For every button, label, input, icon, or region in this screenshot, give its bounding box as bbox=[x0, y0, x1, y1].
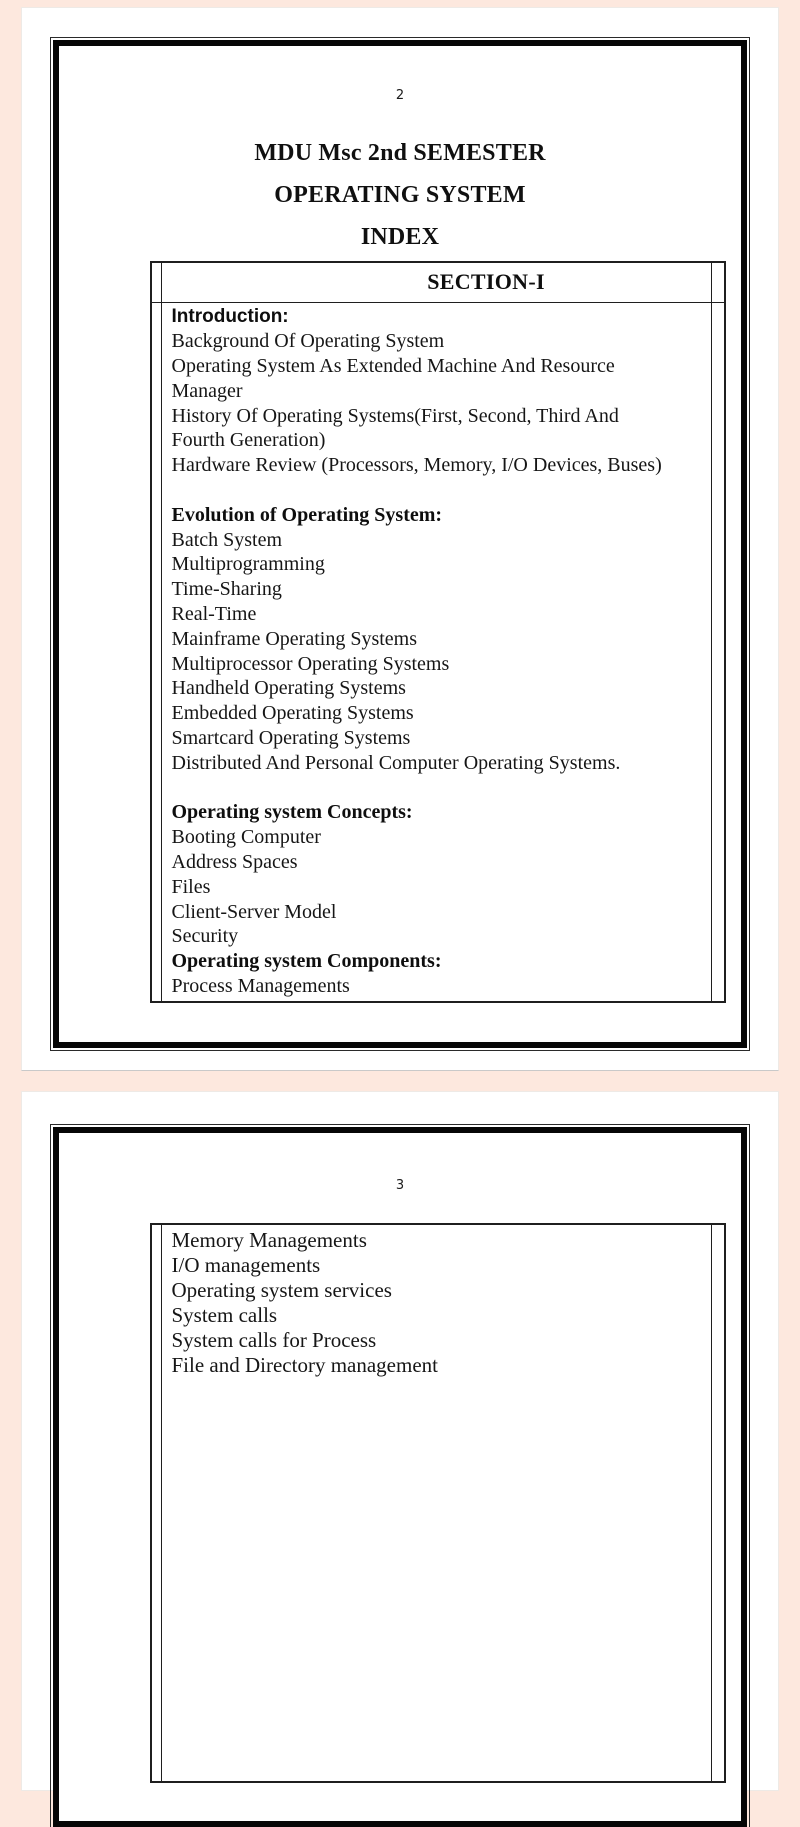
index-line: Operating system Components: bbox=[171, 950, 442, 973]
index-content bbox=[161, 1224, 711, 1782]
index-line: Evolution of Operating System: bbox=[171, 503, 443, 526]
index-line: History Of Operating Systems(First, Second, Third And bbox=[171, 404, 619, 427]
table-edge-cell bbox=[151, 302, 161, 1002]
table-edge-cell bbox=[711, 302, 725, 1002]
index-line bbox=[172, 776, 707, 801]
index-line: Client-Server Model bbox=[171, 900, 337, 923]
index-body-row bbox=[151, 302, 725, 1002]
page-number: 3 bbox=[395, 1178, 405, 1193]
index-table-section-1 bbox=[150, 261, 726, 1003]
title-block bbox=[59, 141, 741, 267]
index-line: Hardware Review (Processors, Memory, I/O Devices, Buses) bbox=[171, 454, 662, 477]
index-line: Real-Time bbox=[171, 603, 257, 626]
document-title-line: OPERATING SYSTEM bbox=[274, 182, 526, 208]
index-line: Manager bbox=[171, 379, 243, 402]
index-line: System calls bbox=[171, 1303, 278, 1327]
index-line: Fourth Generation) bbox=[171, 429, 326, 452]
section-header-row bbox=[151, 262, 725, 302]
index-line: Files bbox=[171, 875, 211, 898]
table-edge-cell bbox=[711, 1224, 725, 1782]
index-line: Embedded Operating Systems bbox=[171, 702, 414, 725]
table-edge-cell bbox=[151, 1224, 161, 1782]
index-line: Operating system Concepts: bbox=[171, 801, 413, 824]
index-line: Security bbox=[171, 925, 239, 948]
index-line: File and Directory management bbox=[171, 1353, 438, 1377]
index-line: Multiprocessor Operating Systems bbox=[171, 652, 450, 675]
index-line: System calls for Process bbox=[171, 1328, 377, 1352]
index-line: Operating system services bbox=[171, 1278, 392, 1302]
index-table-continued bbox=[150, 1223, 726, 1783]
document-title-line: MDU Msc 2nd SEMESTER bbox=[254, 140, 546, 166]
index-line: Distributed And Personal Computer Operating Systems. bbox=[171, 751, 621, 774]
index-line bbox=[172, 478, 707, 503]
document-title-line: INDEX bbox=[360, 224, 440, 250]
index-line: Booting Computer bbox=[171, 826, 321, 849]
index-line: Time-Sharing bbox=[171, 578, 282, 601]
index-line: Mainframe Operating Systems bbox=[171, 627, 417, 650]
document-page-3 bbox=[21, 1091, 779, 1791]
index-line: Handheld Operating Systems bbox=[171, 677, 406, 700]
index-line: Memory Managements bbox=[171, 1228, 367, 1252]
index-line: Address Spaces bbox=[171, 851, 298, 874]
table-edge-cell bbox=[151, 262, 161, 302]
index-line: Batch System bbox=[171, 528, 283, 551]
page-border-frame bbox=[53, 1127, 747, 1827]
index-line: Process Managements bbox=[171, 975, 350, 998]
page-number: 2 bbox=[395, 88, 405, 103]
page-border-frame bbox=[53, 40, 747, 1048]
index-line: Introduction: bbox=[171, 305, 289, 327]
index-body-row bbox=[151, 1224, 725, 1782]
index-line: Background Of Operating System bbox=[171, 330, 445, 353]
index-line: Multiprogramming bbox=[171, 553, 325, 576]
document-page-2 bbox=[21, 7, 779, 1071]
table-edge-cell bbox=[711, 262, 725, 302]
section-title: SECTION-I bbox=[161, 262, 711, 302]
index-content bbox=[161, 302, 711, 1002]
index-line: I/O managements bbox=[171, 1253, 321, 1277]
index-line: Operating System As Extended Machine And Resource bbox=[171, 355, 615, 378]
index-line: Smartcard Operating Systems bbox=[171, 727, 411, 750]
